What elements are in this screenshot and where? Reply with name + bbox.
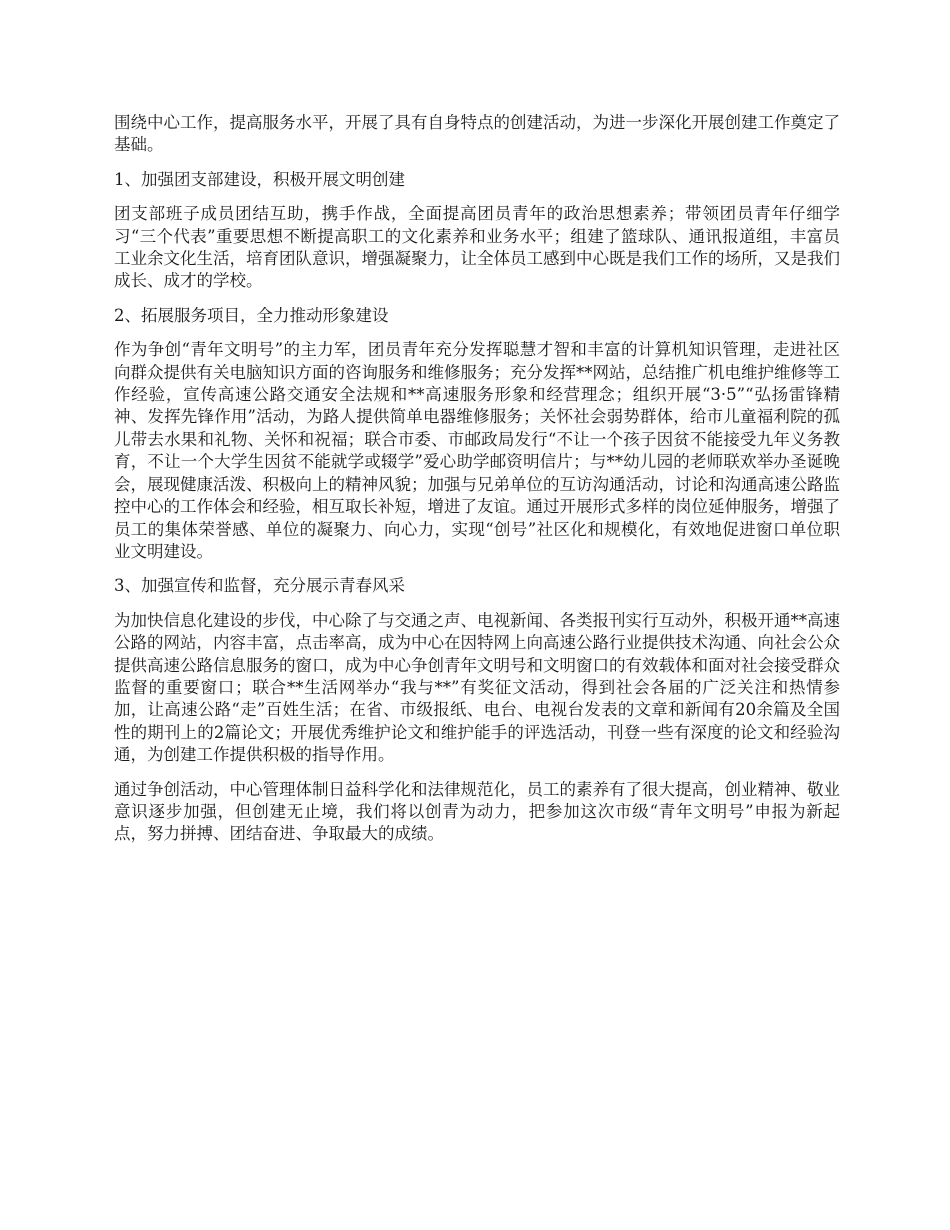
section-heading-2: 2、拓展服务项目，全力推动形象建设 <box>114 305 389 325</box>
paragraph-section-2: 作为争创“青年文明号”的主力军，团员青年充分发挥聪慧才智和丰富的计算机知识管理，走进社区向群众提供有关电脑知识方面的咨询服务和维修服务；充分发挥**网站，总结推广机电维护维修等工作经验，宣传高速公路交通安全法规和**高速服务形象和经营理念；组织开展“3·5”“弘扬雷锋精神、发挥先锋作用”活动，为路人提供简单电器维修服务；关怀社会弱势群体，给市儿童福利院的孤儿带去水果和礼物、关怀和祝福；联合市委、市邮政局发行“不让一个孩子因贫不能接受九年义务教育，不让一个大学生因贫不能就学或辍学”爱心助学邮资明信片；与**幼儿园的老师联欢举办圣诞晚会，展现健康活泼、积极向上的精神风貌；加强与兄弟单位的互访沟通活动，讨论和沟通高速公路监控中心的工作体会和经验，相互取长补短，增进了友谊。通过开展形式多样的岗位延伸服务，增强了员工的集体荣誉感、单位的凝聚力、向心力，实现“创号”社区化和规模化，有效地促进窗口单位职业文明建设。 <box>114 340 840 561</box>
paragraph-intro: 围绕中心工作，提高服务水平，开展了具有自身特点的创建活动，为进一步深化开展创建工作奠定了基础。 <box>114 113 840 155</box>
section-heading-3: 3、加强宣传和监督，充分展示青春风采 <box>114 576 405 596</box>
paragraph-section-3: 为加快信息化建设的步伐，中心除了与交通之声、电视新闻、各类报刊实行互动外，积极开通**高速公路的网站，内容丰富，点击率高，成为中心在因特网上向高速公路行业提供技术沟通、向社会公众提供高速公路信息服务的窗口，成为中心争创青年文明号和文明窗口的有效载体和面对社会接受群众监督的重要窗口；联合**生活网举办“我与**”有奖征文活动，得到社会各届的广泛关注和热情参加，让高速公路“走”百姓生活；在省、市级报纸、电台、电视台发表的文章和新闻有20余篇及全国性的期刊上的2篇论文；开展优秀维护论文和维护能手的评选活动，刊登一些有深度的论文和经验沟通，为创建工作提供积极的指导作用。 <box>114 610 840 765</box>
paragraph-section-1: 团支部班子成员团结互助，携手作战，全面提高团员青年的政治思想素养；带领团员青年仔细学习“三个代表”重要思想不断提高职工的文化素养和业务水平；组建了篮球队、通讯报道组，丰富员工业余文化生活，培育团队意识，增强凝聚力，让全体员工感到中心既是我们工作的场所，又是我们成长、成才的学校。 <box>114 204 840 291</box>
paragraph-conclusion: 通过争创活动，中心管理体制日益科学化和法律规范化，员工的素养有了很大提高，创业精神、敬业意识逐步加强，但创建无止境，我们将以创青为动力，把参加这次市级“青年文明号”申报为新起点，努力拼搏、团结奋进、争取最大的成绩。 <box>114 779 840 844</box>
document-body <box>114 112 840 858</box>
section-heading-1: 1、加强团支部建设，积极开展文明创建 <box>114 169 405 189</box>
